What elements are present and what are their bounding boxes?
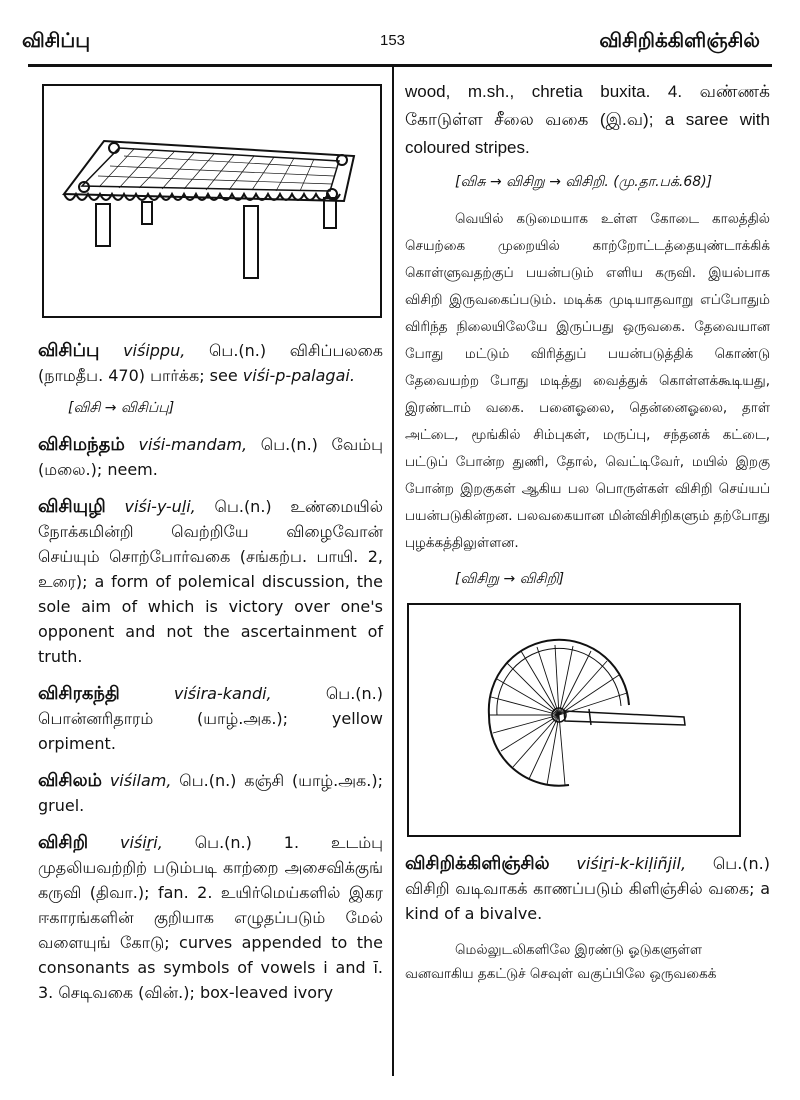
- transliteration: viśippu,: [123, 341, 186, 360]
- headword: விசியுழி: [38, 496, 106, 517]
- etymology: [விசு → விசிறு → விசிறி. (மு.தா.பக்.68)]: [455, 174, 713, 190]
- definition: பெ.(n.) உண்மையில் நோக்கமின்றி வெற்றியே விழைவோன் செய்யும் சொற்போர்வகை (சங்கற்ப. பாயி. 2, உரை); a form of polemical discussion, the sole aim of which is victory over one's opponent and not the ascertainment of truth.: [38, 497, 383, 666]
- page-number: 153: [380, 32, 406, 49]
- definition: பெ.(n.) வேம்பு (மலை.); neem.: [38, 435, 383, 479]
- fan-drawing: [409, 605, 739, 835]
- entry-visippu: [38, 338, 383, 388]
- transliteration: viśilam,: [109, 771, 172, 790]
- header-left-word: விசிப்பு: [22, 28, 91, 52]
- entry-continuation: wood, m.sh., chretia buxita. 4. வண்ணக் கோடுள்ள சீலை வகை (இ.வ); a saree with coloured stripes.: [405, 82, 770, 157]
- headword: விசிலம்: [38, 770, 103, 791]
- headword: விசிரகந்தி: [38, 683, 120, 704]
- definition: பெ.(n.) பொன்னரிதாரம் (யாழ்.அக.); yellow orpiment.: [38, 684, 383, 753]
- explanatory-paragraph: வெயில் கடுமையாக உள்ள கோடை காலத்தில் செயற்கை முறையில் காற்றோட்டத்தையுண்டாக்கிக் கொள்ளுவதற்குப் பயன்படும் எளிய கருவி. இயல்பாக விசிறி இருவகைப்படும். மடிக்க முடியாதவாறு எப்போதும் விரிந்த நிலையிலேயே இருப்பது ஒருவகை. தேவையான போது மட்டும் விரித்துப் பயன்படுத்திக் கொண்டு தேவையற்ற போது மடித்து வைத்துக் கொள்ளக்கூடியது, இரண்டாம் வகை. பனைஓலை, தென்னைஓலை, தாள் அட்டை, மூங்கில் சிம்புகள், மருப்பு, சந்தனக் கட்டை, பட்டுப் போன்ற துணி, தோல், வெட்டிவேர், மயில் இறகு போன்ற இறகுகள் ஆகிய பல பொருள்கள் விசிறி செய்யப் பயன்படுகின்றன. பலவகையான மின்விசிறிகளும் தற்போது புழக்கத்திலுள்ளன.: [405, 211, 770, 551]
- fan-illustration: [407, 603, 741, 837]
- entry-visirikkilinjil: [405, 851, 770, 926]
- left-column: [38, 78, 383, 1017]
- transliteration: viśi-y-uḻi,: [124, 497, 196, 516]
- etymology: [விசிறு → விசிறி]: [455, 571, 565, 587]
- transliteration: viśi-mandam,: [138, 435, 248, 454]
- transliteration: viśiṟi-k-kiḷiñjil,: [576, 854, 687, 873]
- entry-visilam: [38, 768, 383, 818]
- headword: விசிப்பு: [38, 340, 100, 361]
- header-rule: [28, 64, 772, 67]
- headword: விசிறி: [38, 832, 89, 853]
- page-header: [0, 28, 800, 62]
- headword: விசிமந்தம்: [38, 434, 125, 455]
- bed-illustration: [42, 84, 382, 318]
- entry-visiyuzhi: [38, 494, 383, 669]
- etymology: [விசி → விசிப்பு]: [68, 400, 175, 416]
- column-divider: [392, 66, 394, 1076]
- transliteration: viśira-kandi,: [173, 684, 272, 703]
- headword: விசிறிக்கிளிஞ்சில்: [405, 853, 550, 874]
- definition: பெ.(n.) விசிறி வடிவாகக் காணப்படும் கிளிஞ்சில் வகை; a kind of a bivalve.: [405, 854, 770, 923]
- explanatory-paragraph: மெல்லுடலிகளிலே இரண்டு ஓடுகளுள்ள வனவாகிய தகட்டுச் செவுள் வகுப்பிலே ஒருவகைக்: [405, 942, 717, 982]
- cross-reference: viśi-p-palagai.: [242, 366, 355, 385]
- transliteration: viśiṟi,: [119, 833, 163, 852]
- header-right-word: விசிறிக்கிளிஞ்சில்: [599, 28, 760, 52]
- definition: பெ.(n.) விசிப்பலகை (நாமதீப. 470) பார்க்க; see: [38, 341, 384, 385]
- right-column: [405, 78, 770, 986]
- definition: பெ.(n.) கஞ்சி (யாழ்.அக.); gruel.: [38, 771, 383, 815]
- entry-visirakandi: [38, 681, 383, 756]
- bed-drawing: [44, 86, 380, 316]
- entry-visiri: [38, 830, 383, 1005]
- definition: பெ.(n.) 1. உடம்பு முதலியவற்றிற் படும்படி காற்றை அசைவிக்குங் கருவி (திவா.); fan. 2. உயிர்மெய்களில் இகர ஈகாரங்களின் குறியாக எழுதப்படும் மேல் வளையுங் கோடு; curves appended to the consonants as symbols of vowels i and ī. 3. செடிவகை (வின்.); box-leaved ivory: [38, 833, 383, 1002]
- entry-visimandam: [38, 432, 383, 482]
